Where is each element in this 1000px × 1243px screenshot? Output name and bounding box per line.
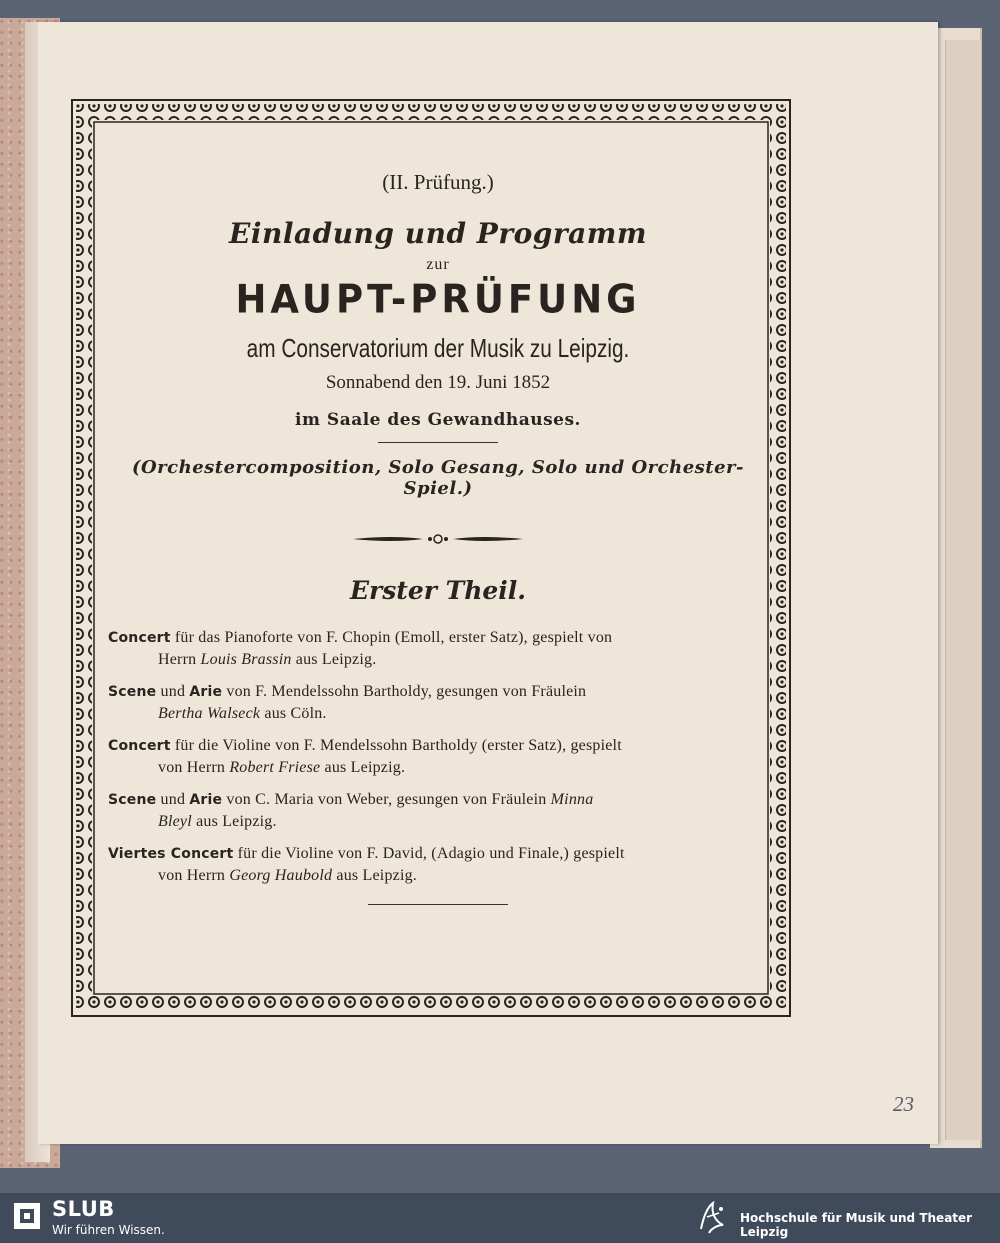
item-text: von F. Mendelssohn Bartholdy, gesungen von Fräulein: [222, 683, 587, 700]
item-kind-2: Arie: [189, 684, 223, 700]
performer-name: Georg Haubold: [229, 867, 333, 884]
performer-name: Bleyl: [158, 813, 192, 830]
closing-rule: [368, 904, 508, 905]
program-item: [108, 681, 768, 724]
invitation-heading: Einladung und Programm: [229, 217, 647, 250]
program-list: [108, 627, 768, 886]
ornament-divider: [353, 533, 523, 545]
item-prefix: von Herrn: [158, 759, 230, 776]
item-kind-2: Arie: [189, 792, 223, 808]
subtitle-line: (Orchestercomposition, Solo Gesang, Solo und Orchester-Spiel.): [131, 457, 745, 499]
item-text: für die Violine von F. David, (Adagio und Finale,) gespielt: [233, 845, 625, 862]
item-kind: Concert: [108, 630, 171, 646]
program-item: [108, 627, 768, 670]
item-kind: Scene: [108, 792, 157, 808]
library-tagline: Wir führen Wissen.: [52, 1223, 165, 1237]
item-origin: aus Leipzig.: [332, 867, 417, 884]
item-origin: aus Leipzig.: [320, 759, 406, 776]
item-text: von C. Maria von Weber, gesungen von Fräulein: [222, 791, 551, 808]
item-origin: aus Leipzig.: [191, 813, 277, 830]
item-origin: aus Cöln.: [260, 705, 327, 722]
item-prefix: Herrn: [158, 651, 201, 668]
item-joiner: und: [156, 791, 190, 808]
zur-line: zur: [426, 256, 450, 273]
institution-name[interactable]: Hochschule für Musik und Theater Leipzig: [740, 1211, 973, 1239]
item-text: für die Violine von F. Mendelssohn Bartholdy (erster Satz), gespielt: [170, 737, 622, 754]
performer-name: Robert Friese: [229, 759, 321, 776]
library-name[interactable]: SLUB: [52, 1197, 115, 1221]
program-content: [108, 160, 768, 905]
exam-number: (II. Prüfung.): [382, 170, 494, 194]
hmt-logo-icon[interactable]: [695, 1199, 731, 1235]
performer-name: Louis Brassin: [200, 651, 292, 668]
performer-name: Bertha Walseck: [158, 705, 261, 722]
item-kind: Viertes Concert: [108, 846, 234, 862]
section-heading: Erster Theil.: [349, 576, 526, 605]
divider-rule: [378, 442, 498, 443]
date-line: Sonnabend den 19. Juni 1852: [325, 372, 551, 393]
program-item: [108, 843, 768, 886]
performer-first-name: Minna: [550, 791, 594, 808]
document-title: HAUPT-PRÜFUNG: [235, 276, 641, 323]
item-prefix: von Herrn: [158, 867, 230, 884]
venue-line: im Saale des Gewandhauses.: [295, 410, 581, 430]
item-text: für das Pianoforte von F. Chopin (Emoll, erster Satz), gespielt von: [170, 629, 613, 646]
footer-bar: [0, 1193, 1000, 1243]
page-number: 23: [893, 1092, 914, 1116]
item-kind: Scene: [108, 684, 157, 700]
program-item: [108, 789, 768, 832]
item-kind: Concert: [108, 738, 171, 754]
program-item: [108, 735, 768, 778]
page-stack-edge-inner: [945, 40, 981, 1140]
item-joiner: und: [156, 683, 190, 700]
item-origin: aus Leipzig.: [291, 651, 377, 668]
institution-line: am Conservatorium der Musik zu Leipzig.: [246, 333, 630, 363]
slub-logo-icon[interactable]: [14, 1203, 40, 1229]
